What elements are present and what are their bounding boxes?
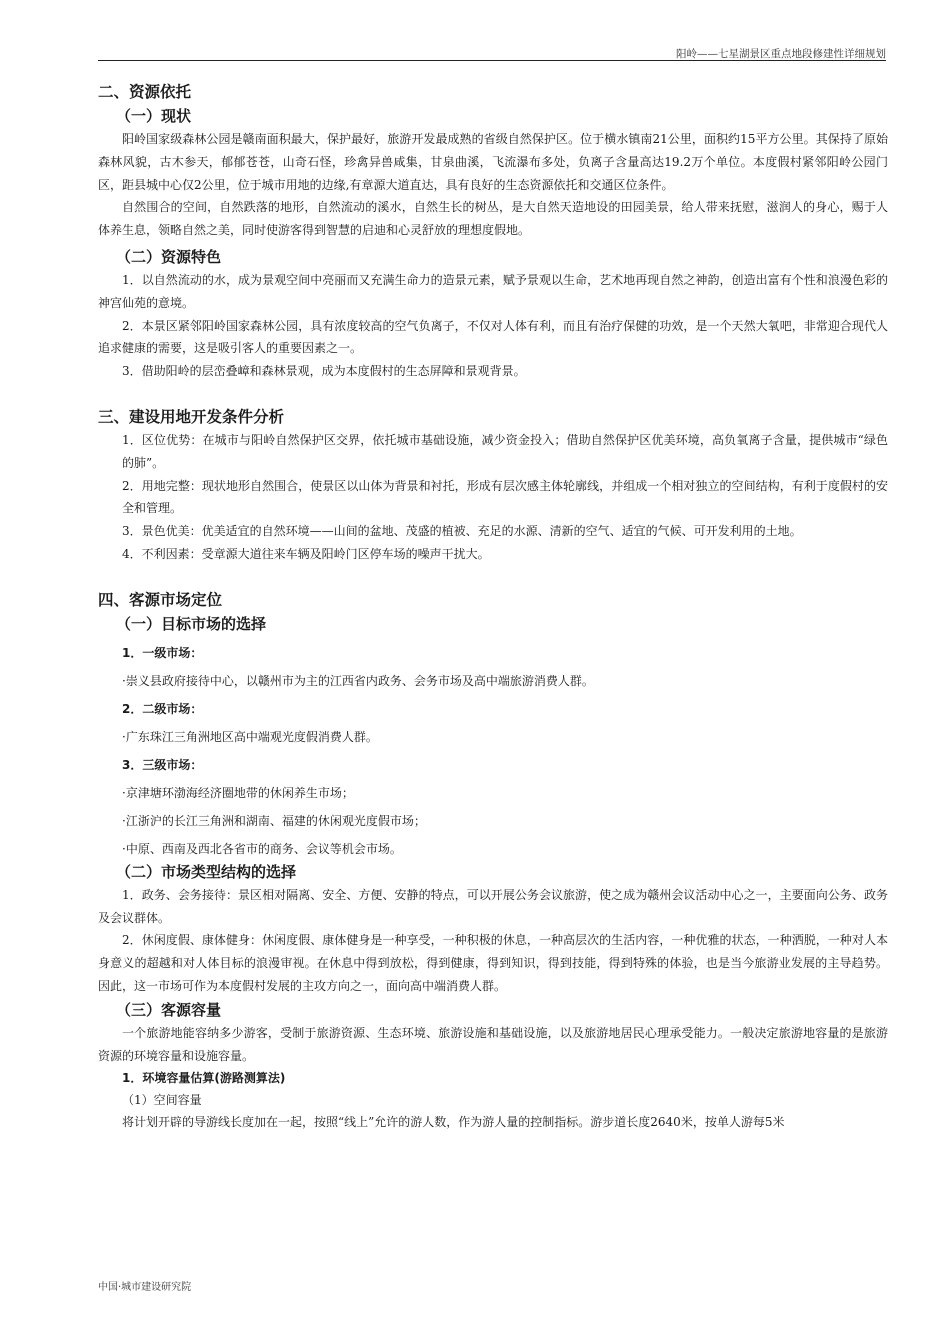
paragraph: 2．本景区紧邻阳岭国家森林公园，具有浓度较高的空气负离子，不仅对人体有利，而且有治疗保健的功效，是一个天然大氧吧，非常迎合现代人追求健康的需要，这是吸引客人的重要因素之一。 bbox=[98, 318, 888, 356]
paragraph: 3．借助阳岭的层峦叠嶂和森林景观，成为本度假村的生态屏障和景观背景。 bbox=[122, 364, 526, 379]
list-heading: 1．一级市场： bbox=[122, 645, 203, 660]
sub-heading: 1．环境容量估算(游路测算法) bbox=[122, 1071, 286, 1086]
page-header bbox=[98, 44, 886, 61]
paragraph: 自然围合的空间，自然跌落的地形，自然流动的溪水，自然生长的树丛，是大自然天造地设的田园美景，给人带来抚慰，滋润人的身心，赐于人体养生息，领略自然之美，同时使游客得到智慧的启迪和心灵舒放的理想度假地。 bbox=[98, 200, 888, 238]
document-body bbox=[98, 80, 888, 1134]
list-heading: 2．二级市场： bbox=[122, 701, 203, 716]
section-4-1-heading: （一）目标市场的选择 bbox=[116, 614, 267, 633]
list-item: ·江浙沪的长江三角洲和湖南、福建的休闲观光度假市场； bbox=[122, 813, 426, 828]
paragraph: 1．以自然流动的水，成为景观空间中亮丽而又充满生命力的造景元素，赋予景观以生命，艺术地再现自然之神韵，创造出富有个性和浪漫色彩的神宫仙苑的意境。 bbox=[98, 272, 888, 310]
sub-sub-heading: （1）空间容量 bbox=[122, 1093, 202, 1108]
paragraph: 2．用地完整：现状地形自然围合，使景区以山体为背景和衬托，形成有层次感主体轮廓线，并组成一个相对独立的空间结构，有利于度假村的安全和管理。 bbox=[122, 478, 888, 516]
paragraph: 1．政务、会务接待：景区相对隔离、安全、方便、安静的特点，可以开展公务会议旅游，使之成为赣州会议活动中心之一，主要面向公务、政务及会议群体。 bbox=[98, 887, 888, 925]
section-4-heading: 四、客源市场定位 bbox=[98, 590, 223, 609]
list-item: ·京津塘环渤海经济圈地带的休闲养生市场； bbox=[122, 785, 354, 800]
section-4-3-heading: （三）客源容量 bbox=[116, 1000, 222, 1019]
paragraph: 将计划开辟的导游线长度加在一起，按照“线上”允许的游人数，作为游人量的控制指标。游步道长度2640米，按单人游每5米 bbox=[122, 1115, 785, 1130]
header-title: 阳岭——七星湖景区重点地段修建性详细规划 bbox=[676, 48, 886, 60]
list-item: ·崇义县政府接待中心，以赣州市为主的江西省内政务、会务市场及高中端旅游消费人群。 bbox=[122, 673, 594, 688]
list-item: ·广东珠江三角洲地区高中端观光度假消费人群。 bbox=[122, 729, 378, 744]
page-footer: 中国·城市建设研究院 bbox=[98, 1282, 192, 1293]
section-2-2-heading: （二）资源特色 bbox=[116, 247, 222, 266]
paragraph: 一个旅游地能容纳多少游客，受制于旅游资源、生态环境、旅游设施和基础设施，以及旅游地居民心理承受能力。一般决定旅游地容量的是旅游资源的环境容量和设施容量。 bbox=[98, 1025, 888, 1063]
paragraph: 阳岭国家级森林公园是赣南面积最大，保护最好，旅游开发最成熟的省级自然保护区。位于横水镇南21公里，面积约15平方公里。其保持了原始森林风貌，古木参天，郁郁苍苍，山奇石怪，珍禽异兽咸集，甘泉曲溪，飞流瀑布多处，负离子含量高达19.2万个单位。本度假村紧邻阳岭公园门区，距县城中心仅2公里，位于城市用地的边缘,有章源大道直达，具有良好的生态资源依托和交通区位条件。 bbox=[98, 132, 888, 192]
section-2-heading: 二、资源依托 bbox=[98, 83, 192, 101]
list-heading: 3．三级市场： bbox=[122, 757, 203, 772]
section-4-2-heading: （二）市场类型结构的选择 bbox=[116, 862, 297, 881]
paragraph: 3．景色优美：优美适宜的自然环境——山间的盆地、茂盛的植被、充足的水源、清新的空气、适宜的气候、可开发利用的土地。 bbox=[122, 524, 802, 539]
section-2-1-heading: （一）现状 bbox=[116, 107, 192, 125]
section-3-heading: 三、建设用地开发条件分析 bbox=[98, 407, 285, 426]
paragraph: 1．区位优势：在城市与阳岭自然保护区交界，依托城市基础设施，减少资金投入；借助自然保护区优美环境，高负氧离子含量，提供城市“绿色的肺”。 bbox=[122, 432, 888, 470]
paragraph: 4．不利因素：受章源大道往来车辆及阳岭门区停车场的噪声干扰大。 bbox=[122, 546, 490, 561]
list-item: ·中原、西南及西北各省市的商务、会议等机会市场。 bbox=[122, 841, 402, 856]
paragraph: 2．休闲度假、康体健身：休闲度假、康体健身是一种享受，一种积极的休息，一种高层次的生活内容，一种优雅的状态，一种洒脱，一种对人本身意义的超越和对人体目标的浪漫审视。在休息中得到放松，得到健康，得到知识，得到技能，得到特殊的体验，也是当今旅游业发展的主导趋势。因此，这一市场可作为本度假村发展的主攻方向之一，面向高中端消费人群。 bbox=[98, 933, 888, 993]
